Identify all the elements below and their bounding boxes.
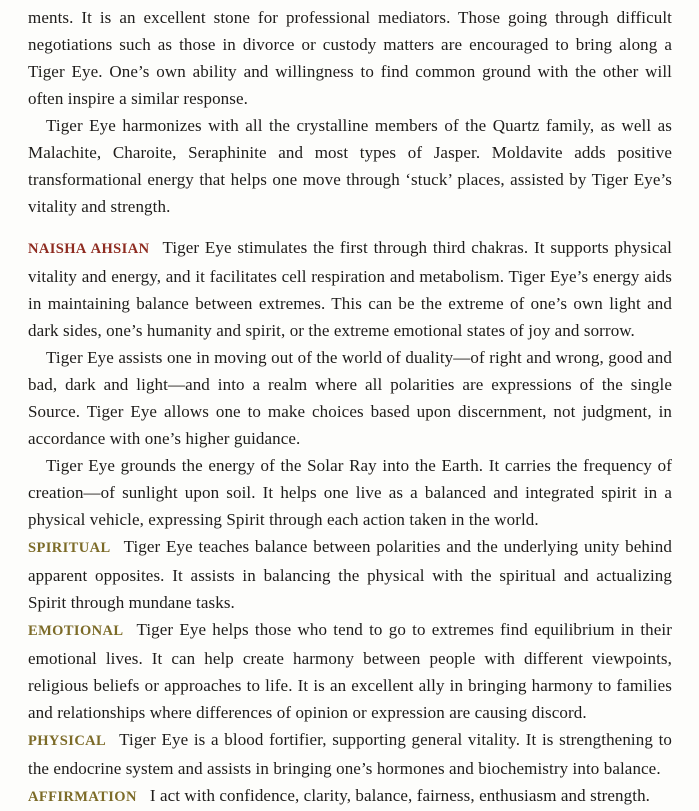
section-label-naisha-ahsian: NAISHA AHSIAN (28, 241, 150, 257)
section-naisha-ahsian (28, 234, 672, 344)
section-text-physical: Tiger Eye is a blood fortifier, supporting general vitality. It is strengthening to the endocrine system and assists in bringing one’s hormones and biochemistry into balance. (28, 730, 672, 778)
paragraph-solar-ray: Tiger Eye grounds the energy of the Solar Ray into the Earth. It carries the frequency of creation—of sunlight upon soil. It helps one live as a balanced and integrated spirit in a physical vehicle, expressing Spirit through each action taken in the world. (28, 456, 672, 529)
section-affirmation (28, 782, 672, 811)
section-label-physical: PHYSICAL (28, 733, 107, 749)
section-text-spiritual: Tiger Eye teaches balance between polarities and the underlying unity behind apparent opposites. It assists in balancing the physical with the spiritual and actualizing Spirit through mundane tasks. (28, 537, 672, 612)
paragraph-mediators-continuation: ments. It is an excellent stone for professional mediators. Those going through difficult negotiations such as those in divorce or custody matters are encouraged to bring along a Tiger Eye. One’s own ability and willingness to find common ground with the other will often inspire a similar response. (28, 8, 672, 108)
section-physical (28, 726, 672, 782)
section-label-emotional: EMOTIONAL (28, 623, 124, 639)
section-emotional (28, 616, 672, 726)
section-label-affirmation: AFFIRMATION (28, 789, 137, 805)
section-text-affirmation: I act with confidence, clarity, balance, fairness, enthusiasm and strength. (149, 786, 651, 805)
paragraph-duality: Tiger Eye assists one in moving out of the world of duality—of right and wrong, good and bad, dark and light—and into a realm where all polarities are expressions of the single Source. Tiger Eye allows one to make choices based upon discernment, not judgment, in accordance with one’s higher guidance. (28, 348, 672, 448)
section-text-emotional: Tiger Eye helps those who tend to go to extremes find equilibrium in their emotional lives. It can help create harmony between people with different viewpoints, religious beliefs or approaches to life. It is an excellent ally in bringing harmony to families and relationships where differences of opinion or expression are causing discord. (28, 620, 672, 722)
paragraph-harmonizes: Tiger Eye harmonizes with all the crystalline members of the Quartz family, as well as Malachite, Charoite, Seraphinite and most types of Jasper. Moldavite adds positive transformational energy that helps one move through ‘stuck’ places, assisted by Tiger Eye’s vitality and strength. (28, 116, 672, 216)
section-label-spiritual: SPIRITUAL (28, 540, 111, 556)
section-text-naisha-ahsian: Tiger Eye stimulates the first through third chakras. It supports physical vitality and energy, and it facilitates cell respiration and metabolism. Tiger Eye’s energy aids in maintaining balance between extremes. This can be the extreme of one’s own light and dark sides, one’s humanity and spirit, or the extreme emotional states of joy and sorrow. (28, 238, 672, 340)
section-spiritual (28, 533, 672, 616)
